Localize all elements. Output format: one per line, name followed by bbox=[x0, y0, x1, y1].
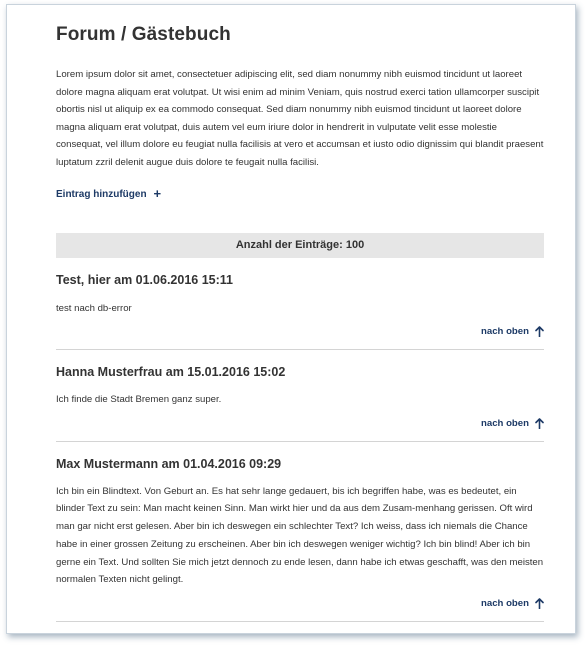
intro-text: Lorem ipsum dolor sit amet, consectetuer adipiscing elit, sed diam nonummy nibh euismod tincidunt ut laoreet dolore magna aliquam erat volutpat. Ut wisi enim ad minim Veniam, quis nostrud exerci tation ullamcorper suscipit obortis nisl ut aliquip ex ea commodo consequat. Sed diam nonummy nibh euismod tincidunt ut laoreet dolore magna aliquam erat volutpat, duis autem vel eum iriure dolor in hendrerit in vulputate velit esse molestie consequat, vel illum dolore eu feugiat nulla facilisis at vero et accumsan et iusto odio dignissim qui blandit praesent luptatum zzril delenit augue duis dolore te feugait nulla facilisi. bbox=[56, 69, 544, 168]
guestbook-entry bbox=[56, 442, 544, 622]
entry-text: Ich bin ein Blindtext. Von Geburt an. Es hat sehr lange gedauert, bis ich begriffen habe, was es bedeutet, ein blinder Text zu sein: Man macht keinen Sinn. Man wirkt hier und da aus dem Zusam-menhang gerissen. Oft wird man gar nicht erst gelesen. Aber bin ich deswegen ein schlechter Text? Ich weiss, dass ich niemals die Chance habe in einer grossen Zeitung zu erscheinen. Aber bin ich deswegen weniger wichtig? Ich bin blind! Aber ich bin gerne ein Text. Und sollten Sie mich jetzt dennoch zu ende lesen, dann habe ich etwas geschafft, was den meisten normalen Texten nicht gelingt. bbox=[56, 485, 544, 586]
back-to-top-row bbox=[56, 589, 544, 621]
back-to-top-row bbox=[56, 409, 544, 441]
guestbook-entry bbox=[56, 350, 544, 442]
add-entry-link[interactable] bbox=[56, 186, 162, 202]
arrow-up-icon bbox=[535, 418, 544, 429]
entry-title: Test, hier am 01.06.2016 15:11 bbox=[56, 272, 233, 287]
back-to-top-label: nach oben bbox=[481, 326, 529, 338]
entry-text: Ich finde die Stadt Bremen ganz super. bbox=[56, 394, 222, 406]
arrow-up-icon bbox=[535, 598, 544, 609]
back-to-top-label: nach oben bbox=[481, 417, 529, 429]
back-to-top-row bbox=[56, 317, 544, 349]
back-to-top-link[interactable] bbox=[481, 598, 544, 609]
guestbook-entry bbox=[56, 258, 544, 351]
add-entry-label: Eintrag hinzufügen bbox=[56, 188, 147, 200]
page-title: Forum / Gästebuch bbox=[56, 24, 231, 45]
entry-text: test nach db-error bbox=[56, 302, 132, 314]
entry-title: Max Mustermann am 01.04.2016 09:29 bbox=[56, 456, 282, 471]
plus-icon: + bbox=[153, 186, 162, 202]
forum-content bbox=[56, 5, 544, 622]
entry-title: Hanna Musterfrau am 15.01.2016 15:02 bbox=[56, 365, 286, 380]
back-to-top-link[interactable] bbox=[481, 418, 544, 429]
entry-count-bar: Anzahl der Einträge: 100 bbox=[56, 233, 544, 258]
arrow-up-icon bbox=[535, 326, 544, 337]
back-to-top-label: nach oben bbox=[481, 597, 529, 609]
back-to-top-link[interactable] bbox=[481, 326, 544, 337]
page-frame bbox=[6, 4, 576, 634]
